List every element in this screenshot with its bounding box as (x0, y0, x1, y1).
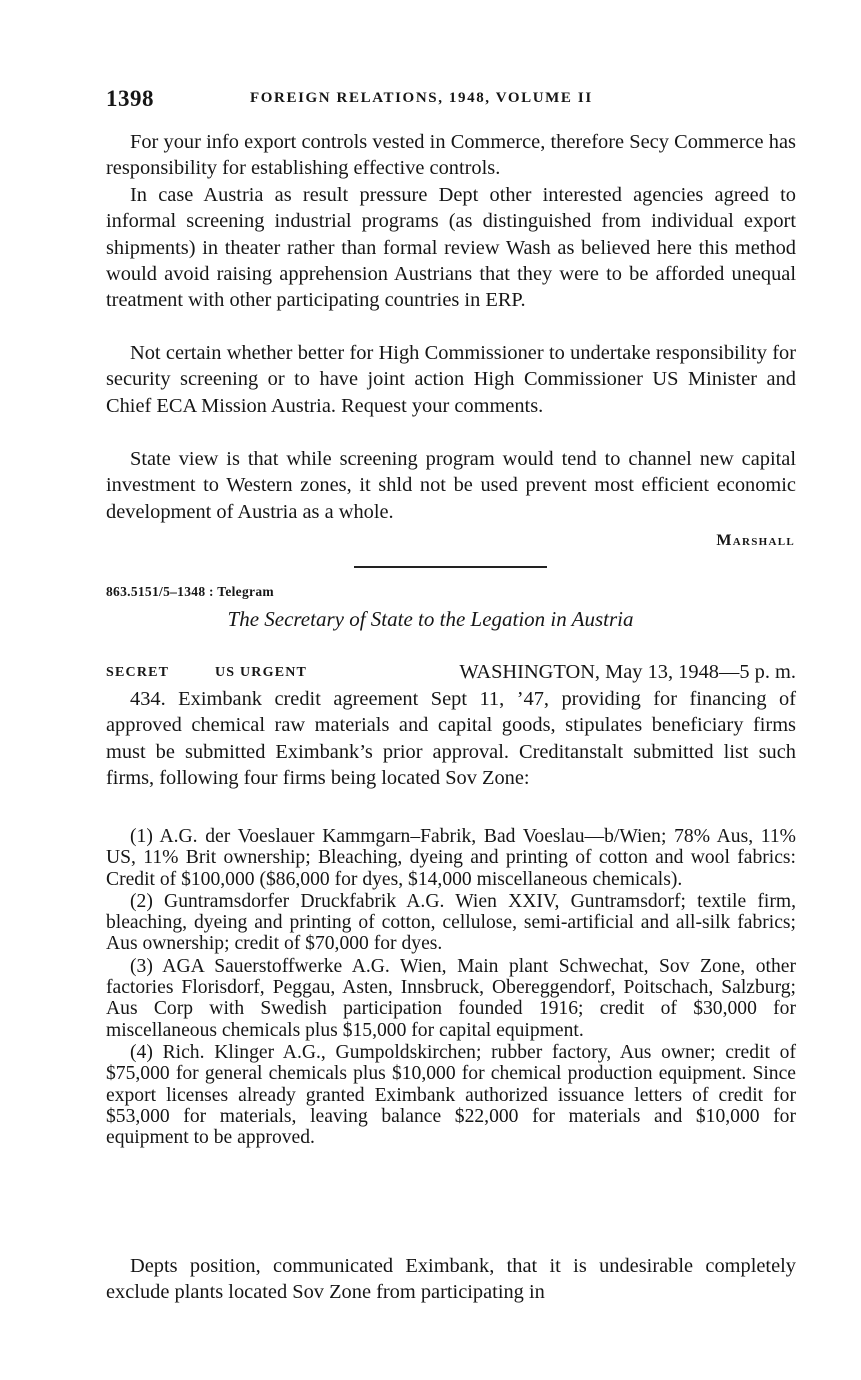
classification-label: SECRET (106, 665, 170, 680)
paragraph-depts-position: Depts position, communicated Eximbank, that it is undesirable completely exclude plants located Sov Zone from participating in (106, 1255, 796, 1304)
list-item: (2) Guntramsdorfer Druckfabrik A.G. Wien XXIV, Guntramsdorf; textile firm, bleaching, dyeing and printing of cotton, cellulose, semi-artificial and all-silk fabrics; Aus ownership; credit of $70,000 for dyes. (106, 890, 796, 955)
paragraph-screening-programs: In case Austria as result pressure Dept other interested agencies agreed to informal screening industrial programs (as distinguished from individual export shipments) in theater rather than formal review Wash as believed here this method would avoid raising apprehension Austrians that they were to be afforded unequal treatment with other participating countries in ERP. (106, 184, 796, 312)
firm-list (106, 826, 796, 1148)
page-number: 1398 (106, 86, 154, 111)
signature: Marshall (716, 532, 795, 549)
paragraph-eximbank-intro: 434. Eximbank credit agreement Sept 11, ’47, providing for financing of approved chemical raw materials and capital goods, stipulates beneficiary firms must be submitted Eximbank’s prior approval. Creditanstalt submitted list such firms, following four firms being located Sov Zone: (106, 688, 796, 789)
document-title: The Secretary of State to the Legation in Austria (227, 607, 634, 631)
classification-line (106, 661, 796, 685)
list-item: (3) AGA Sauerstoffwerke A.G. Wien, Main plant Schwechat, Sov Zone, other factories Florisdorf, Peggau, Asten, Innsbruck, Obereggendorf, Poitschach, Salzburg; Aus Corp with Swedish participation founded 1916; credit of $30,000 for miscellaneous chemicals plus $15,000 for capital equipment. (106, 955, 796, 1041)
page-header (106, 86, 796, 116)
file-reference: 863.5151/5–1348 : Telegram (106, 584, 274, 599)
list-item: (4) Rich. Klinger A.G., Gumpoldskirchen; rubber factory, Aus owner; credit of $75,000 for general chemicals plus $10,000 for chemical production equipment. Since export licenses already granted Eximbank authorized issuance letters of credit for $53,000 for materials, leaving balance $22,000 for materials and $10,000 for equipment to be approved. (106, 1041, 796, 1149)
precedence-label: US URGENT (215, 665, 308, 680)
running-head: FOREIGN RELATIONS, 1948, VOLUME II (250, 90, 593, 106)
list-item: (1) A.G. der Voeslauer Kammgarn–Fabrik, Bad Voeslau—b/Wien; 78% Aus, 11% US, 11% Brit ownership; Bleaching, dyeing and printing of cotton and wool fabrics: Credit of $100,000 ($86,000 for dyes, $14,000 miscellaneous chemicals). (106, 826, 796, 890)
paragraph-state-view: State view is that while screening program would tend to channel new capital investment to Western zones, it shld not be used prevent most efficient economic development of Austria as a whole. (106, 448, 796, 523)
section-divider (354, 566, 547, 568)
paragraph-export-controls: For your info export controls vested in Commerce, therefore Secy Commerce has responsibility for establishing effective controls. (106, 131, 796, 180)
paragraph-high-commissioner: Not certain whether better for High Commissioner to undertake responsibility for security screening or to have joint action High Commissioner US Minister and Chief ECA Mission Austria. Request your comments. (106, 342, 796, 417)
dateline: WASHINGTON, May 13, 1948—5 p. m. (459, 661, 796, 683)
